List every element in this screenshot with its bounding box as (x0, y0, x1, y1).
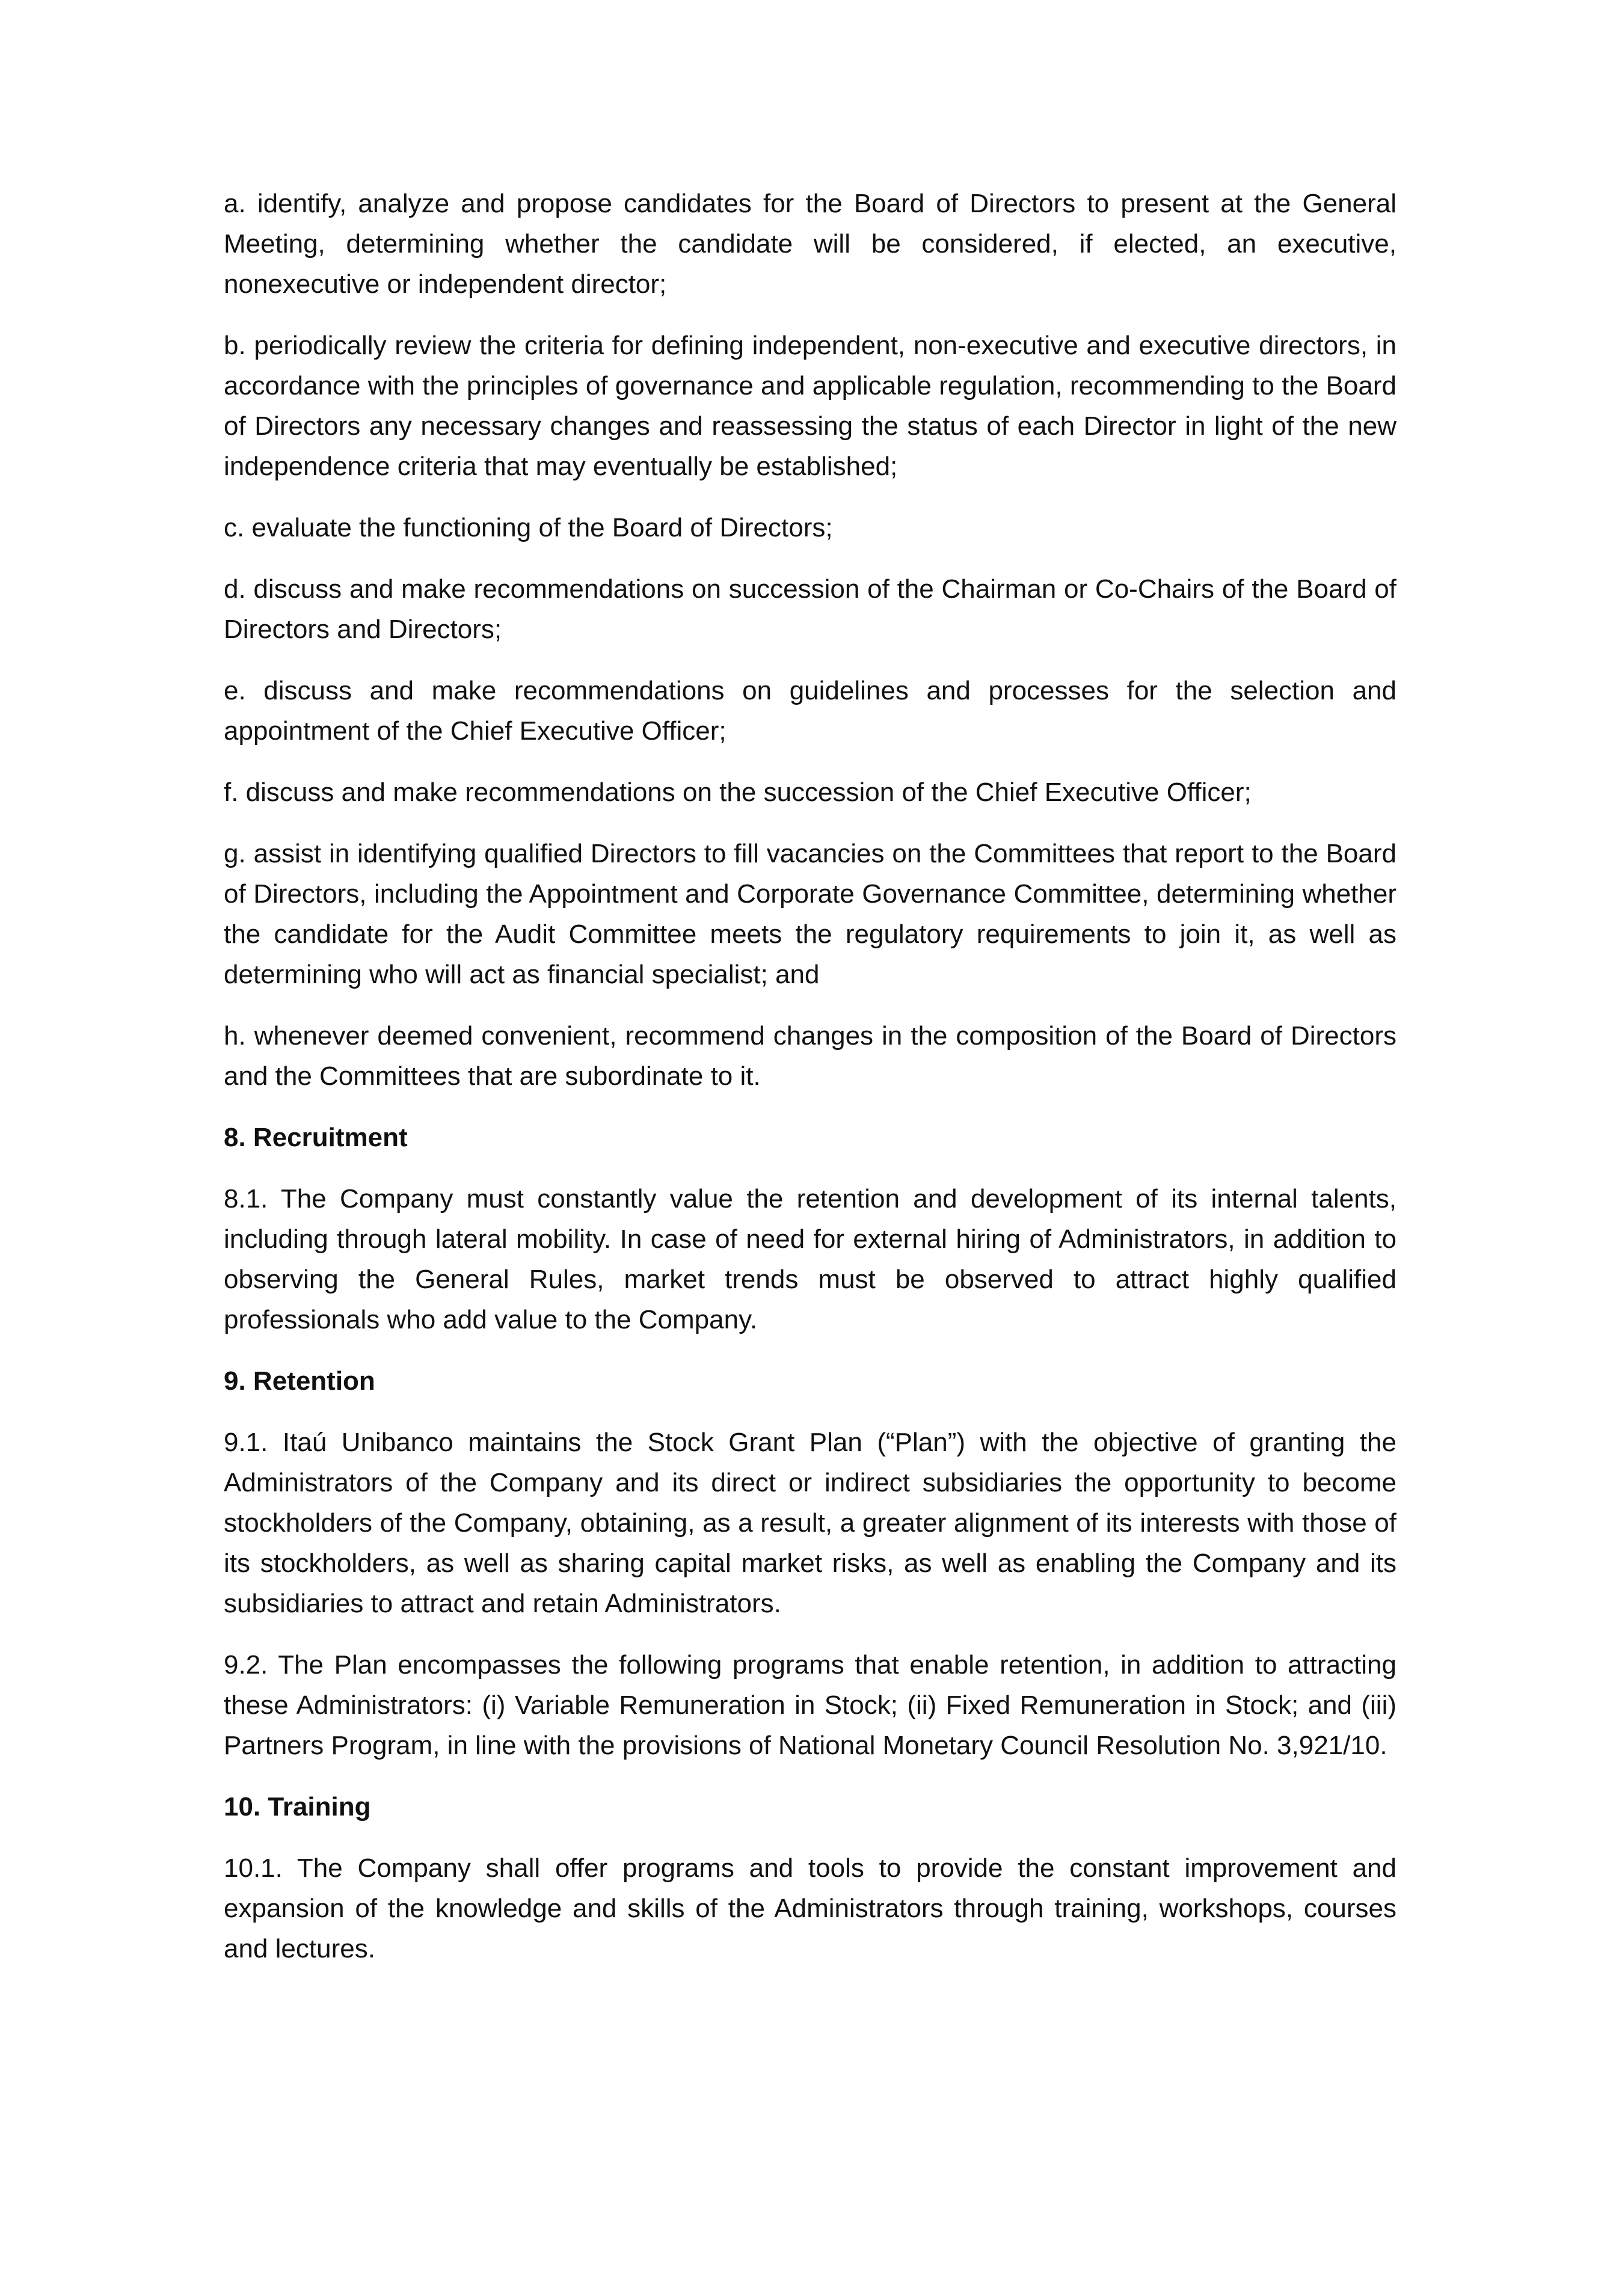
section-heading-training: 10. Training (224, 1792, 371, 1822)
list-item-f: f. discuss and make recommendations on the succession of the Chief Executive Officer; (224, 778, 1252, 807)
document-page (224, 183, 1396, 1990)
paragraph-9-1: 9.1. Itaú Unibanco maintains the Stock Grant Plan (“Plan”) with the objective of granting the Administrators of the Company and its direct or indirect subsidiaries the opportunity to become stockholders of the Company, obtaining, as a result, a greater alignment of its interests with those of its stockholders, as well as sharing capital market risks, as well as enabling the Company and its subsidiaries to attract and retain Administrators. (224, 1428, 1396, 1618)
paragraph-10-1: 10.1. The Company shall offer programs and tools to provide the constant improvement and expansion of the knowledge and skills of the Administrators through training, workshops, courses and lectures. (224, 1853, 1396, 1963)
paragraph-9-2: 9.2. The Plan encompasses the following programs that enable retention, in addition to attracting these Administrators: (i) Variable Remuneration in Stock; (ii) Fixed Remuneration in Stock; and (iii) Partners Program, in line with the provisions of National Monetary Council Resolution No. 3,921/10. (224, 1650, 1396, 1760)
list-item-h: h. whenever deemed convenient, recommend changes in the composition of the Board of Directors and the Committees that are subordinate to it. (224, 1021, 1396, 1091)
list-item-b: b. periodically review the criteria for defining independent, non-executive and executive directors, in accordance with the principles of governance and applicable regulation, recommending to the Board of Directors any necessary changes and reassessing the status of each Director in light of the new independence criteria that may eventually be established; (224, 331, 1396, 481)
paragraph-8-1: 8.1. The Company must constantly value the retention and development of its internal talents, including through lateral mobility. In case of need for external hiring of Administrators, in addition to observing the General Rules, market trends must be observed to attract highly qualified professionals who add value to the Company. (224, 1184, 1396, 1334)
list-item-c: c. evaluate the functioning of the Board of Directors; (224, 513, 833, 542)
list-item-a: a. identify, analyze and propose candidates for the Board of Directors to present at the General Meeting, determining whether the candidate will be considered, if elected, an executive, nonexecutive or independent director; (224, 189, 1396, 299)
list-item-e: e. discuss and make recommendations on guidelines and processes for the selection and appointment of the Chief Executive Officer; (224, 676, 1396, 746)
section-heading-recruitment: 8. Recruitment (224, 1123, 408, 1152)
section-heading-retention: 9. Retention (224, 1366, 375, 1396)
list-item-d: d. discuss and make recommendations on succession of the Chairman or Co-Chairs of the Board of Directors and Directors; (224, 574, 1396, 644)
list-item-g: g. assist in identifying qualified Directors to fill vacancies on the Committees that report to the Board of Directors, including the Appointment and Corporate Governance Committee, determining whether the candidate for the Audit Committee meets the regulatory requirements to join it, as well as determining who will act as financial specialist; and (224, 839, 1396, 989)
